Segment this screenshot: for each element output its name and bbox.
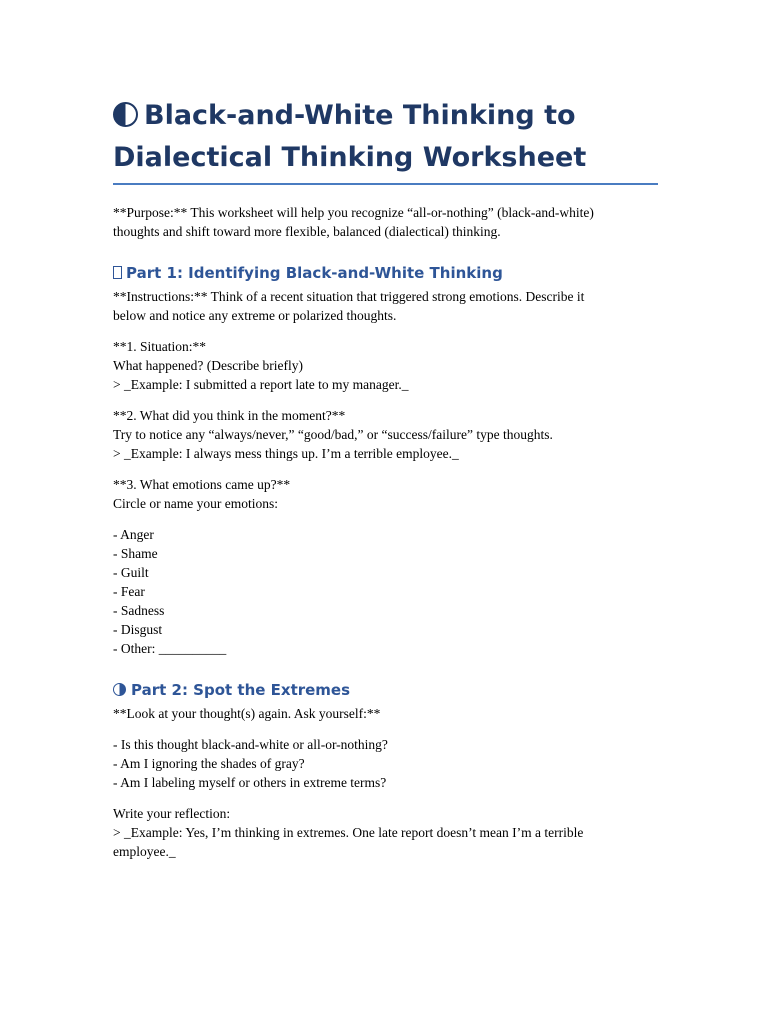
list-item: - Disgust (113, 622, 163, 637)
part1-instructions: **Instructions:** Think of a recent situation that triggered strong emotions. Describe it below and notice any extreme or polarized thoughts. (113, 289, 585, 323)
worksheet-page (113, 95, 658, 861)
list-item: - Am I labeling myself or others in extreme terms? (113, 775, 387, 790)
missing-glyph-box-icon (113, 266, 122, 279)
question-3: **3. What emotions came up?** Circle or name your emotions: (113, 477, 291, 511)
list-item: - Fear (113, 584, 145, 599)
emotions-list (113, 525, 658, 658)
purpose-paragraph: **Purpose:** This worksheet will help you recognize “all-or-nothing” (black-and-white) thoughts and shift toward more flexible, balanced (dialectical) thinking. (113, 205, 594, 239)
part2-instruction: **Look at your thought(s) again. Ask yourself:** (113, 706, 381, 721)
part1-heading: Part 1: Identifying Black-and-White Thinking (113, 263, 658, 283)
list-item: - Am I ignoring the shades of gray? (113, 756, 305, 771)
title-line-1: Black-and-White Thinking to (113, 100, 576, 131)
title-line-2: Dialectical Thinking Worksheet (113, 142, 587, 173)
list-item: - Guilt (113, 565, 149, 580)
part2-questions (113, 735, 658, 792)
list-item: - Shame (113, 546, 158, 561)
list-item: - Is this thought black-and-white or all-or-nothing? (113, 737, 388, 752)
question-1: **1. Situation:** What happened? (Describe briefly) > _Example: I submitted a report late to my manager._ (113, 339, 409, 392)
document-title (113, 95, 658, 185)
question-2: **2. What did you think in the moment?** Try to notice any “always/never,” “good/bad,” or “success/failure” type thoughts. > _Example: I always mess things up. I’m a terrible employee._ (113, 408, 553, 461)
reflection: Write your reflection: > _Example: Yes, I’m thinking in extremes. One late report doesn’t mean I’m a terrible employee._ (113, 806, 584, 859)
list-item: - Anger (113, 527, 154, 542)
list-item: - Other: __________ (113, 641, 227, 656)
part2-heading: Part 2: Spot the Extremes (113, 680, 658, 700)
half-filled-circle-icon (113, 683, 126, 696)
half-filled-circle-icon (113, 102, 138, 127)
list-item: - Sadness (113, 603, 165, 618)
